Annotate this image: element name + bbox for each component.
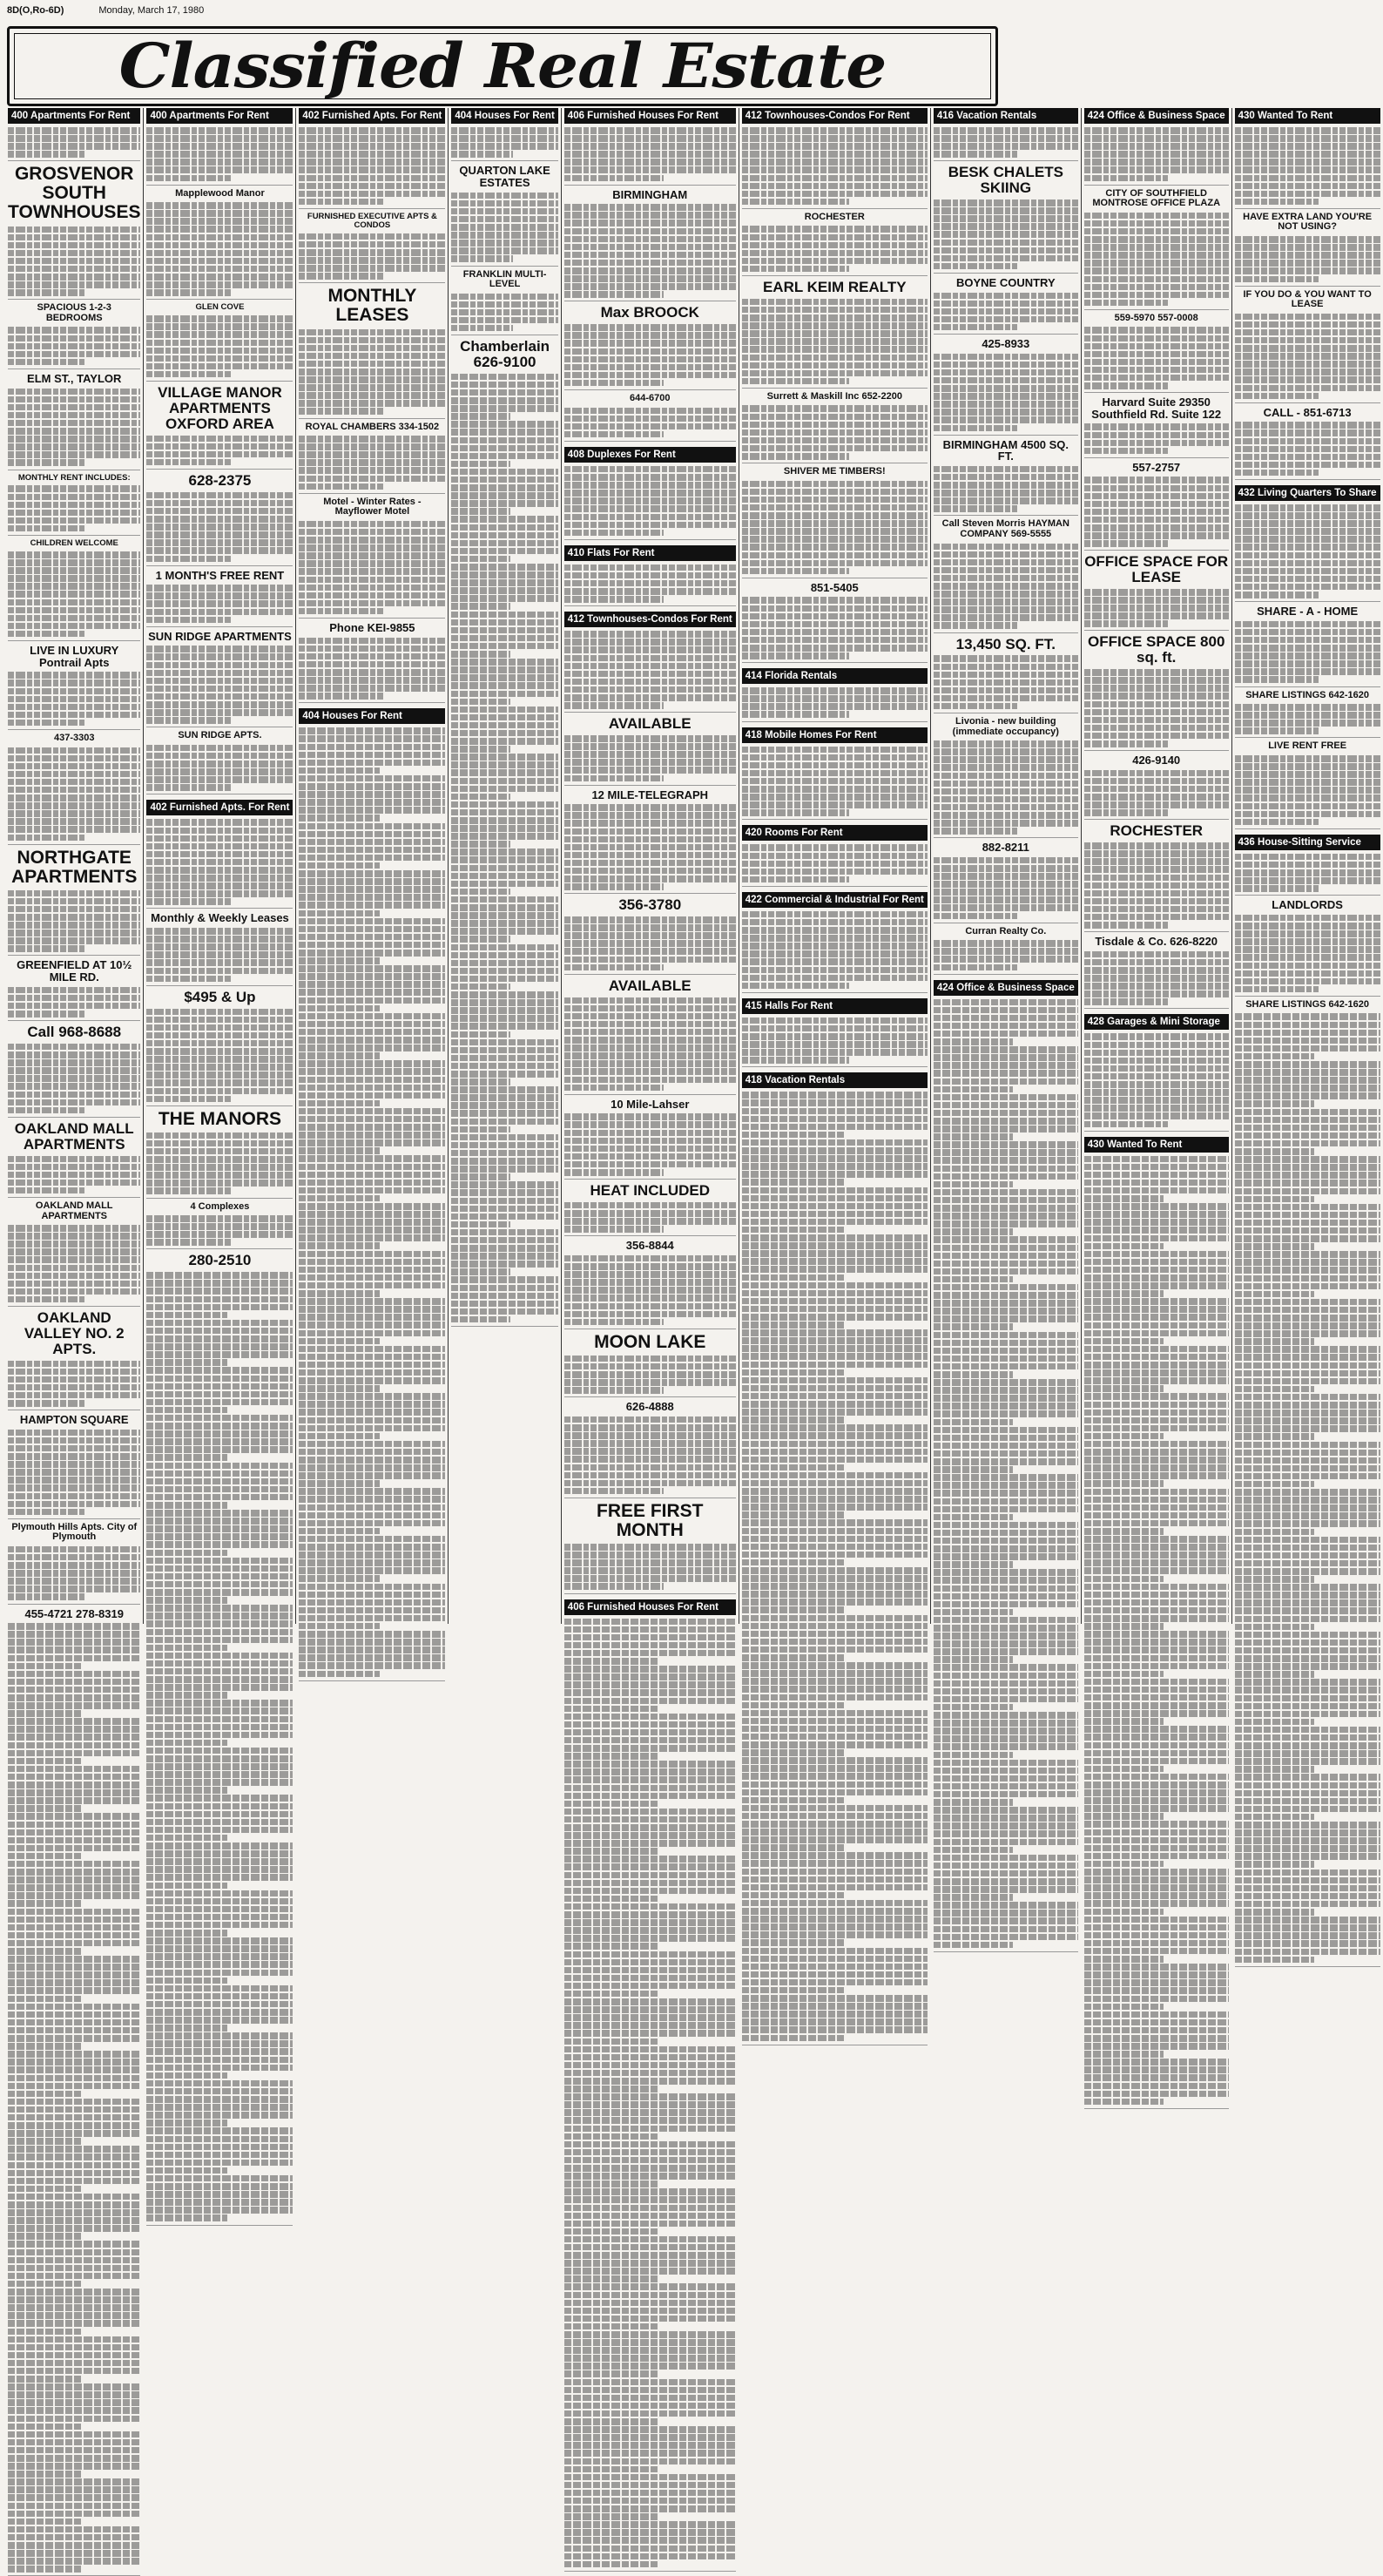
section-heading: 415 Halls For Rent [742, 998, 928, 1014]
ad-fine-print [564, 466, 736, 540]
ad-fine-print [146, 928, 293, 986]
display-ad-text: 356-3780 [618, 896, 682, 914]
section-heading: 408 Duplexes For Rent [564, 447, 736, 463]
ad-fine-print [1235, 1013, 1380, 1966]
column-heading: 424 Office & Business Space [1084, 108, 1229, 124]
display-ad-text: GLEN COVE [195, 302, 245, 313]
column-heading: 416 Vacation Rentals [934, 108, 1078, 124]
ad-fine-print [934, 293, 1078, 335]
ad-fine-print [564, 127, 736, 186]
display-ad-text: IF YOU DO & YOU WANT TO LEASE [1243, 288, 1372, 310]
page-folio: 8D(O,Ro-6D) [7, 5, 64, 16]
ad-fine-print [934, 127, 1078, 161]
ad-fine-print [564, 1113, 736, 1180]
ad-fine-print [8, 551, 140, 641]
ad-fine-print [8, 1546, 140, 1605]
display-ad-text: HEAT INCLUDED [590, 1182, 711, 1200]
ad-fine-print [742, 911, 928, 993]
column-heading: 430 Wanted To Rent [1235, 108, 1380, 124]
column-heading: 404 Houses For Rent [451, 108, 557, 124]
ad-fine-print [1235, 704, 1380, 738]
display-ad-text: CALL - 851-6713 [1263, 405, 1352, 419]
ad-fine-print [742, 844, 928, 886]
ad-fine-print [564, 735, 736, 786]
display-ad-text: 356-8844 [625, 1239, 674, 1253]
section-heading: 406 Furnished Houses For Rent [564, 1599, 736, 1615]
display-ad-text: SHIVER ME TIMBERS! [783, 466, 886, 477]
ad-fine-print [934, 940, 1078, 974]
ad-fine-print [1084, 127, 1229, 186]
ad-fine-print [146, 646, 293, 727]
ad-fine-print [1235, 755, 1380, 829]
section-heading: 428 Garages & Mini Storage [1084, 1014, 1229, 1030]
ad-fine-print [146, 1215, 293, 1249]
ad-fine-print [8, 1156, 140, 1198]
ad-fine-print [299, 521, 445, 619]
classified-column [5, 108, 143, 1624]
display-ad-text: CITY OF SOUTHFIELD MONTROSE OFFICE PLAZA [1092, 187, 1221, 209]
display-ad-text: BESK CHALETS SKIING [948, 164, 1063, 197]
display-ad-text: THE MANORS [158, 1108, 282, 1129]
ad-fine-print [564, 324, 736, 390]
display-ad-text: 626-4888 [625, 1400, 674, 1414]
display-ad-text: 426-9140 [1132, 754, 1181, 767]
ad-fine-print [1235, 915, 1380, 997]
ad-fine-print [1084, 1033, 1229, 1131]
section-heading: 402 Furnished Apts. For Rent [146, 800, 293, 815]
display-ad-text: Phone KEI-9855 [329, 620, 415, 634]
display-ad-text: GROSVENOR SOUTH TOWNHOUSES [8, 164, 141, 223]
display-ad-text: ROCHESTER [804, 211, 865, 222]
ad-fine-print [8, 485, 140, 536]
display-ad-text: LIVE IN LUXURY Pontrail Apts [30, 644, 119, 669]
running-header [7, 5, 993, 21]
display-ad-text: Monthly & Weekly Leases [151, 911, 289, 925]
section-heading: 424 Office & Business Space [934, 980, 1078, 996]
section-heading: 436 House-Sitting Service [1235, 835, 1380, 850]
classified-column [448, 108, 560, 1624]
ad-fine-print [564, 1202, 736, 1236]
ad-fine-print [8, 672, 140, 730]
display-ad-text: NORTHGATE APARTMENTS [11, 847, 138, 887]
ad-fine-print [934, 740, 1078, 838]
ad-fine-print [1084, 951, 1229, 1010]
display-ad-text: Harvard Suite 29350 Southfield Rd. Suite 122 [1091, 396, 1222, 421]
display-ad-text: Plymouth Hills Apts. City of Plymouth [11, 1521, 138, 1543]
ad-fine-print [1084, 477, 1229, 551]
ad-fine-print [146, 819, 293, 909]
ad-fine-print [564, 916, 736, 975]
ad-fine-print [742, 226, 928, 276]
display-ad-text: Chamberlain 626-9100 [460, 338, 550, 370]
ad-fine-print [564, 997, 736, 1095]
display-ad-text: OFFICE SPACE FOR LEASE [1084, 553, 1229, 586]
column-heading: 400 Apartments For Rent [146, 108, 293, 124]
ad-fine-print [934, 857, 1078, 923]
ad-fine-print [8, 327, 140, 368]
display-ad-text: HAVE EXTRA LAND YOU'RE NOT USING? [1243, 211, 1373, 233]
ad-fine-print [934, 466, 1078, 517]
ad-fine-print [934, 999, 1078, 1952]
ad-fine-print [564, 1416, 736, 1498]
ad-fine-print [146, 315, 293, 382]
display-ad-text: 851-5405 [810, 580, 859, 594]
section-heading: 410 Flats For Rent [564, 545, 736, 561]
display-ad-text: 280-2510 [188, 1252, 252, 1269]
masthead-title: Classified Real Estate [118, 30, 887, 102]
display-ad-text: 12 MILE-TELEGRAPH [591, 788, 709, 801]
ad-fine-print [8, 226, 140, 301]
display-ad-text: AVAILABLE [608, 977, 692, 994]
ad-fine-print [8, 747, 140, 845]
display-ad-text: 644-6700 [630, 393, 671, 404]
ad-fine-print [564, 1544, 736, 1594]
display-ad-text: Motel - Winter Rates - Mayflower Motel [323, 496, 422, 517]
display-ad-text: ROCHESTER [1110, 822, 1204, 840]
ad-fine-print [1084, 770, 1229, 821]
column-heading: 406 Furnished Houses For Rent [564, 108, 736, 124]
masthead [7, 26, 998, 106]
display-ad-text: 4 Complexes [190, 1200, 250, 1212]
display-ad-text: 10 Mile-Lahser [611, 1097, 690, 1111]
display-ad-text: SUN RIDGE APTS. [178, 730, 262, 741]
ad-fine-print [742, 127, 928, 209]
ad-fine-print [742, 747, 928, 821]
display-ad-text: CHILDREN WELCOME [30, 538, 118, 549]
display-ad-text: Call 968-8688 [27, 1024, 122, 1041]
ad-fine-print [8, 1361, 140, 1411]
ad-fine-print [742, 299, 928, 389]
display-ad-text: Mapplewood Manor [175, 187, 265, 199]
display-ad-text: AVAILABLE [608, 715, 692, 733]
ad-fine-print [451, 374, 557, 1327]
display-ad-text: 557-2757 [1132, 460, 1181, 474]
ad-fine-print [451, 193, 557, 267]
ad-fine-print [1235, 422, 1380, 480]
ad-fine-print [8, 1430, 140, 1519]
ad-fine-print [564, 408, 736, 442]
display-ad-text: SHARE LISTINGS 642-1620 [1245, 998, 1370, 1010]
display-ad-text: OFFICE SPACE 800 sq. ft. [1087, 633, 1225, 666]
display-ad-text: 437-3303 [53, 732, 95, 743]
column-heading: 402 Furnished Apts. For Rent [299, 108, 445, 124]
display-ad-text: 455-4721 278-8319 [24, 1606, 124, 1620]
classified-columns [5, 108, 1377, 1624]
section-heading: 420 Rooms For Rent [742, 825, 928, 841]
ad-fine-print [146, 492, 293, 566]
ad-fine-print [564, 631, 736, 713]
display-ad-text: OAKLAND VALLEY NO. 2 APTS. [24, 1309, 125, 1357]
display-ad-text: SPACIOUS 1-2-3 BEDROOMS [37, 302, 111, 323]
classified-column [295, 108, 448, 1624]
display-ad-text: MOON LAKE [594, 1331, 706, 1352]
display-ad-text: SUN RIDGE APARTMENTS [148, 629, 292, 643]
ad-fine-print [742, 481, 928, 578]
ad-fine-print [934, 354, 1078, 436]
ad-fine-print [934, 544, 1078, 633]
ad-fine-print [146, 585, 293, 626]
ad-fine-print [742, 1018, 928, 1068]
display-ad-text: Call Steven Morris HAYMAN COMPANY 569-5555 [941, 518, 1069, 539]
ad-fine-print [299, 233, 445, 284]
section-heading: 418 Vacation Rentals [742, 1072, 928, 1088]
ad-fine-print [742, 597, 928, 663]
ad-fine-print [564, 565, 736, 606]
ad-fine-print [1084, 842, 1229, 932]
ad-fine-print [1084, 669, 1229, 751]
ad-fine-print [299, 127, 445, 209]
ad-fine-print [1235, 236, 1380, 287]
ad-fine-print [1084, 327, 1229, 393]
display-ad-text: BIRMINGHAM 4500 SQ. FT. [942, 437, 1069, 463]
ad-fine-print [451, 294, 557, 335]
classified-column [1081, 108, 1231, 1624]
display-ad-text: $495 & Up [184, 988, 256, 1005]
section-heading: 430 Wanted To Rent [1084, 1137, 1229, 1153]
ad-fine-print [934, 199, 1078, 274]
display-ad-text: 13,450 SQ. FT. [955, 635, 1056, 652]
display-ad-text: 559-5970 557-0008 [1114, 312, 1198, 323]
ad-fine-print [1235, 621, 1380, 687]
section-heading: 432 Living Quarters To Share [1235, 485, 1380, 501]
display-ad-text: 425-8933 [982, 337, 1030, 351]
display-ad-text: MONTHLY RENT INCLUDES: [17, 472, 131, 483]
display-ad-text: Tisdale & Co. 626-8220 [1095, 935, 1218, 949]
display-ad-text: ELM ST., TAYLOR [27, 371, 122, 385]
ad-fine-print [1235, 127, 1380, 209]
classified-column [561, 108, 739, 1624]
display-ad-text: BOYNE COUNTRY [955, 275, 1056, 289]
display-ad-text: HAMPTON SQUARE [19, 1413, 129, 1427]
classified-column [143, 108, 295, 1624]
display-ad-text: BIRMINGHAM [612, 187, 688, 201]
section-heading: 422 Commercial & Industrial For Rent [742, 892, 928, 908]
display-ad-text: FRANKLIN MULTI-LEVEL [462, 268, 547, 290]
ad-fine-print [742, 405, 928, 463]
ad-fine-print [451, 127, 557, 161]
display-ad-text: GREENFIELD AT 10½ MILE RD. [17, 958, 132, 984]
ad-fine-print [564, 804, 736, 894]
classified-column [930, 108, 1081, 1624]
classified-column [739, 108, 930, 1624]
ad-fine-print [8, 987, 140, 1021]
ad-fine-print [1084, 1156, 1229, 2109]
column-heading: 412 Townhouses-Condos For Rent [742, 108, 928, 124]
ad-fine-print [299, 727, 445, 1680]
ad-fine-print [146, 127, 293, 186]
ad-fine-print [299, 436, 445, 494]
ad-fine-print [564, 1255, 736, 1329]
ad-fine-print [8, 1623, 140, 2576]
ad-fine-print [564, 1356, 736, 1397]
display-ad-text: MONTHLY LEASES [327, 286, 417, 326]
section-heading: 412 Townhouses-Condos For Rent [564, 612, 736, 627]
ad-fine-print [1235, 314, 1380, 403]
classified-column [1231, 108, 1383, 1624]
section-heading: 404 Houses For Rent [299, 708, 445, 724]
display-ad-text: Curran Realty Co. [965, 925, 1047, 936]
section-heading: 414 Florida Rentals [742, 668, 928, 684]
display-ad-text: LIVE RENT FREE [1268, 740, 1347, 752]
ad-fine-print [564, 1619, 736, 2572]
display-ad-text: LANDLORDS [1272, 898, 1343, 912]
display-ad-text: OAKLAND MALL APARTMENTS [35, 1200, 113, 1221]
ad-fine-print [8, 127, 140, 161]
ad-fine-print [299, 638, 445, 704]
display-ad-text: EARL KEIM REALTY [762, 279, 907, 296]
ad-fine-print [8, 1225, 140, 1307]
display-ad-text: SHARE - A - HOME [1257, 605, 1359, 619]
display-ad-text: Livonia - new building (immediate occupancy) [952, 716, 1059, 737]
ad-fine-print [1235, 854, 1380, 896]
display-ad-text: 1 MONTH'S FREE RENT [155, 568, 285, 582]
ad-fine-print [1084, 589, 1229, 631]
display-ad-text: 628-2375 [188, 471, 252, 489]
ad-fine-print [8, 389, 140, 470]
section-heading: 418 Mobile Homes For Rent [742, 727, 928, 743]
page-date: Monday, March 17, 1980 [98, 5, 205, 16]
ad-fine-print [146, 1009, 293, 1106]
ad-fine-print [564, 204, 736, 301]
ad-fine-print [146, 436, 293, 470]
display-ad-text: VILLAGE MANOR APARTMENTS OXFORD AREA [158, 384, 282, 432]
ad-fine-print [8, 890, 140, 957]
display-ad-text: Surrett & Maskill Inc 652-2200 [766, 390, 902, 402]
ad-fine-print [934, 655, 1078, 713]
display-ad-text: QUARTON LAKE ESTATES [459, 164, 550, 190]
ad-fine-print [299, 329, 445, 419]
display-ad-text: Max BROOCK [600, 304, 699, 321]
display-ad-text: SHARE LISTINGS 642-1620 [1245, 689, 1370, 700]
display-ad-text: FREE FIRST MONTH [597, 1500, 704, 1540]
column-heading: 400 Apartments For Rent [8, 108, 140, 124]
display-ad-text: 882-8211 [982, 841, 1029, 855]
ad-fine-print [146, 1132, 293, 1199]
ad-fine-print [742, 1092, 928, 2045]
ad-fine-print [1084, 213, 1229, 310]
ad-fine-print [146, 1272, 293, 2225]
ad-fine-print [1235, 504, 1380, 602]
display-ad-text: ROYAL CHAMBERS 334-1502 [305, 421, 440, 432]
ad-fine-print [1084, 423, 1229, 457]
ad-fine-print [8, 1044, 140, 1118]
display-ad-text: OAKLAND MALL APARTMENTS [14, 1119, 134, 1153]
ad-fine-print [146, 202, 293, 300]
ad-fine-print [146, 745, 293, 795]
ad-fine-print [742, 687, 928, 721]
display-ad-text: FURNISHED EXECUTIVE APTS & CONDOS [307, 211, 437, 230]
